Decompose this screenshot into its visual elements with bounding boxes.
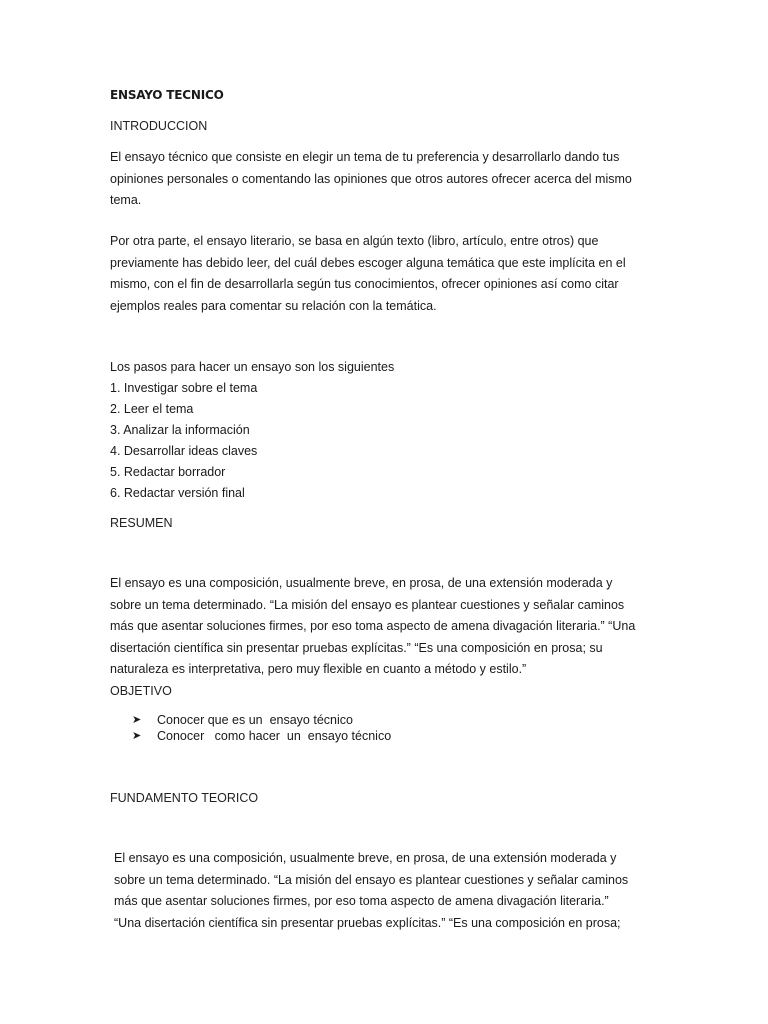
- text-line: El ensayo es una composición, usualmente breve, en prosa, de una extensión moderada y: [114, 851, 617, 865]
- step-item: 4. Desarrollar ideas claves: [110, 444, 258, 458]
- bullet-text: Conocer que es un ensayo técnico: [157, 713, 353, 727]
- text-line: “Una disertación científica sin presentar pruebas explícitas.” “Es una composición en prosa;: [114, 915, 621, 930]
- text-line: ejemplos reales para comentar su relación con la temática.: [110, 298, 437, 313]
- text-line: más que asentar soluciones firmes, por eso toma aspecto de amena divagación literaria.” “Una: [110, 619, 636, 633]
- text-line: sobre un tema determinado. “La misión del ensayo es plantear cuestiones y señalar caminos: [114, 872, 629, 887]
- steps-list: [110, 357, 394, 504]
- step-item: 3. Analizar la información: [110, 423, 250, 437]
- text-line: Por otra parte, el ensayo literario, se basa en algún texto (libro, artículo, entre otros) que: [110, 234, 599, 248]
- arrowhead-bullet-icon: ➤: [132, 714, 142, 726]
- text-line: más que asentar soluciones firmes, por eso toma aspecto de amena divagación literaria.”: [114, 894, 609, 908]
- text-line: previamente has debido leer, del cuál debes escoger alguna temática que este implícita en el: [110, 255, 626, 270]
- bullet-text: Conocer como hacer un ensayo técnico: [157, 728, 392, 743]
- objetivo-bullet-list: [132, 713, 391, 744]
- heading-objetivo: OBJETIVO: [110, 684, 172, 698]
- text-line: El ensayo es una composición, usualmente breve, en prosa, de una extensión moderada y: [110, 576, 613, 590]
- arrowhead-bullet-icon: ➤: [132, 729, 142, 742]
- text-line: naturaleza es interpretativa, pero muy flexible en cuanto a método y estilo.”: [110, 662, 527, 676]
- document-title: ENSAYO TECNICO: [110, 88, 224, 102]
- steps-intro: Los pasos para hacer un ensayo son los siguientes: [110, 360, 395, 374]
- text-line: opiniones personales o comentando las opiniones que otros autores ofrecer acerca del mismo: [110, 171, 632, 186]
- intro-paragraph-2: [110, 231, 650, 317]
- text-line: disertación científica sin presentar pruebas explícitas.” “Es una composición en prosa; su: [110, 640, 603, 655]
- list-item: [132, 713, 391, 729]
- text-line: El ensayo técnico que consiste en elegir un tema de tu preferencia y desarrollarlo dando tus: [110, 150, 620, 164]
- step-item: 5. Redactar borrador: [110, 465, 226, 479]
- resumen-paragraph: [110, 573, 650, 681]
- list-item: [132, 729, 391, 745]
- heading-resumen: RESUMEN: [110, 516, 173, 530]
- text-line: mismo, con el fin de desarrollarla según tus conocimientos, ofrecer opiniones así como citar: [110, 277, 619, 291]
- step-item: 2. Leer el tema: [110, 402, 194, 416]
- heading-fundamento-teorico: FUNDAMENTO TEORICO: [110, 791, 259, 805]
- text-line: sobre un tema determinado. “La misión del ensayo es plantear cuestiones y señalar caminos: [110, 597, 625, 612]
- intro-paragraph-1: [110, 147, 650, 212]
- fundamento-paragraph: [114, 848, 654, 934]
- step-item: 6. Redactar versión final: [110, 486, 245, 500]
- heading-introduccion: INTRODUCCION: [110, 119, 208, 133]
- text-line: tema.: [110, 193, 142, 207]
- step-item: 1. Investigar sobre el tema: [110, 381, 258, 395]
